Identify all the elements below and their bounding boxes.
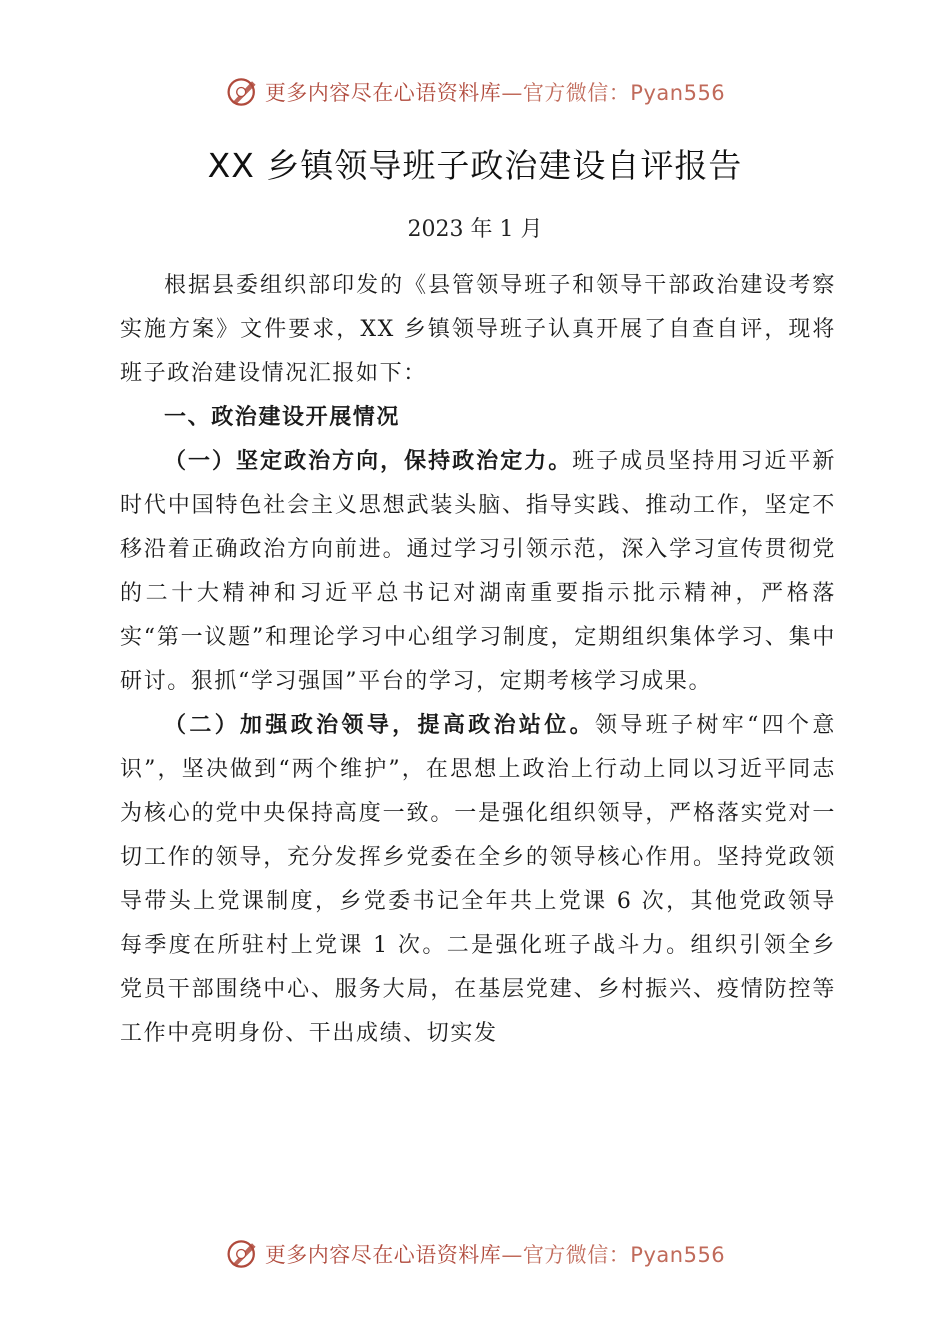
pen-logo-icon bbox=[225, 74, 261, 110]
section-heading: 一、政治建设开展情况 bbox=[164, 405, 401, 430]
document-title: XX 乡镇领导班子政治建设自评报告 bbox=[207, 146, 743, 185]
paragraph-2 bbox=[120, 704, 836, 1056]
watermark-text-right: —官方微信：Pyan556 bbox=[501, 81, 726, 105]
watermark-text-left: 更多内容尽在心语资料库 bbox=[264, 81, 502, 105]
pen-logo-icon bbox=[225, 1236, 261, 1272]
paragraph-1-body: 班子成员坚持用习近平新时代中国特色社会主义思想武装头脑、指导实践、推动工作，坚定不移沿着正确政治方向前进。通过学习引领示范，深入学习宣传贯彻党的二十大精神和习近平总书记对湖南重要指示批示精神，严格落实“第一议题”和理论学习中心组学习制度，定期组织集体学习、集中研讨。狠抓“学习强国”平台的学习，定期考核学习成果。 bbox=[120, 449, 836, 694]
intro-paragraph: 根据县委组织部印发的《县管领导班子和领导干部政治建设考察实施方案》文件要求，XX 乡镇领导班子认真开展了自查自评，现将班子政治建设情况汇报如下： bbox=[120, 273, 836, 386]
paragraph-2-lead: （二）加强政治领导，提高政治站位。 bbox=[164, 713, 595, 738]
watermark-text-right: —官方微信：Pyan556 bbox=[501, 1243, 726, 1267]
watermark-top bbox=[0, 74, 950, 110]
watermark-text-left: 更多内容尽在心语资料库 bbox=[264, 1243, 502, 1267]
watermark-bottom bbox=[0, 1236, 950, 1272]
paragraph-1 bbox=[120, 440, 836, 704]
paragraph-1-lead: （一）坚定政治方向，保持政治定力。 bbox=[164, 449, 573, 474]
paragraph-2-body: 领导班子树牢“四个意识”，坚决做到“两个维护”，在思想上政治上行动上同以习近平同志为核心的党中央保持高度一致。一是强化组织领导，严格落实党对一切工作的领导，充分发挥乡党委在全乡的领导核心作用。坚持党政领导带头上党课制度，乡党委书记全年共上党课 6 次，其他党政领导每季度在所驻村上党课 1 次。二是强化班子战斗力。组织引领全乡党员干部围绕中心、服务大局，在基层党建、乡村振兴、疫情防控等工作中亮明身份、干出成绩、切实发 bbox=[120, 713, 836, 1046]
document-body bbox=[120, 264, 836, 1056]
document-date: 2023 年 1 月 bbox=[407, 217, 543, 242]
